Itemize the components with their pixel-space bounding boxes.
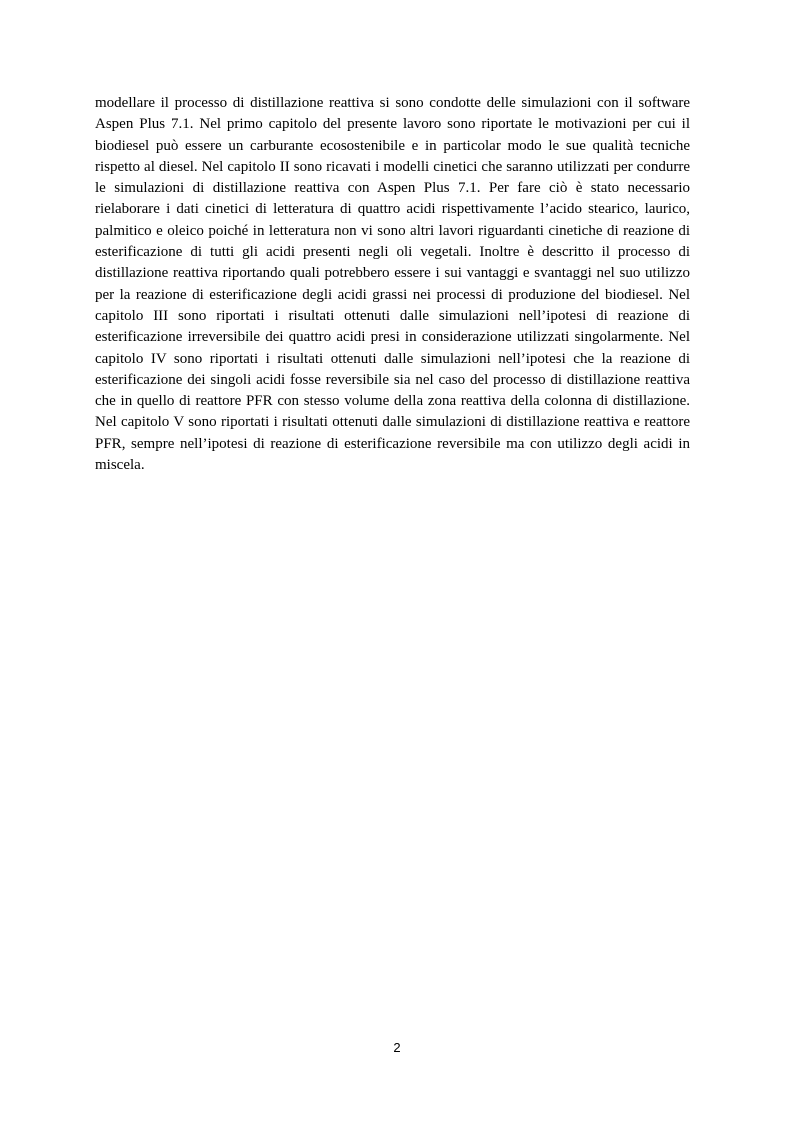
body-paragraph: modellare il processo di distillazione reattiva si sono condotte delle simulazioni con il software Aspen Plus 7.1. Nel primo capitolo del presente lavoro sono riportate le motivazioni per cui il biodiesel può essere un carburante ecosostenibile e in particolar modo le sue qualità tecniche rispetto al diesel. Nel capitolo II sono ricavati i modelli cinetici che saranno utilizzati per condurre le simulazioni di distillazione reattiva con Aspen Plus 7.1. Per fare ciò è stato necessario rielaborare i dati cinetici di letteratura di quattro acidi rispettivamente l’acido stearico, laurico, palmitico e oleico poiché in letteratura non vi sono altri lavori riguardanti cinetiche di reazione di esterificazione di tutti gli acidi presenti negli oli vegetali. Inoltre è descritto il processo di distillazione reattiva riportando quali potrebbero essere i sui vantaggi e svantaggi nel suo utilizzo per la reazione di esterificazione degli acidi grassi nei processi di produzione del biodiesel. Nel capitolo III sono riportati i risultati ottenuti dalle simulazioni nell’ipotesi di reazione di esterificazione irreversibile dei quattro acidi presi in considerazione utilizzati singolarmente. Nel capitolo IV sono riportati i risultati ottenuti dalle simulazioni nell’ipotesi che la reazione di esterificazione dei singoli acidi fosse reversibile sia nel caso del processo di distillazione reattiva che in quello di reattore PFR con stesso volume della zona reattiva della colonna di distillazione. Nel capitolo V sono riportati i risultati ottenuti dalle simulazioni di distillazione reattiva e reattore PFR, sempre nell’ipotesi di reazione di esterificazione reversibile ma con utilizzo degli acidi in miscela. (95, 95, 690, 474)
page-number: 2 (393, 1040, 401, 1055)
